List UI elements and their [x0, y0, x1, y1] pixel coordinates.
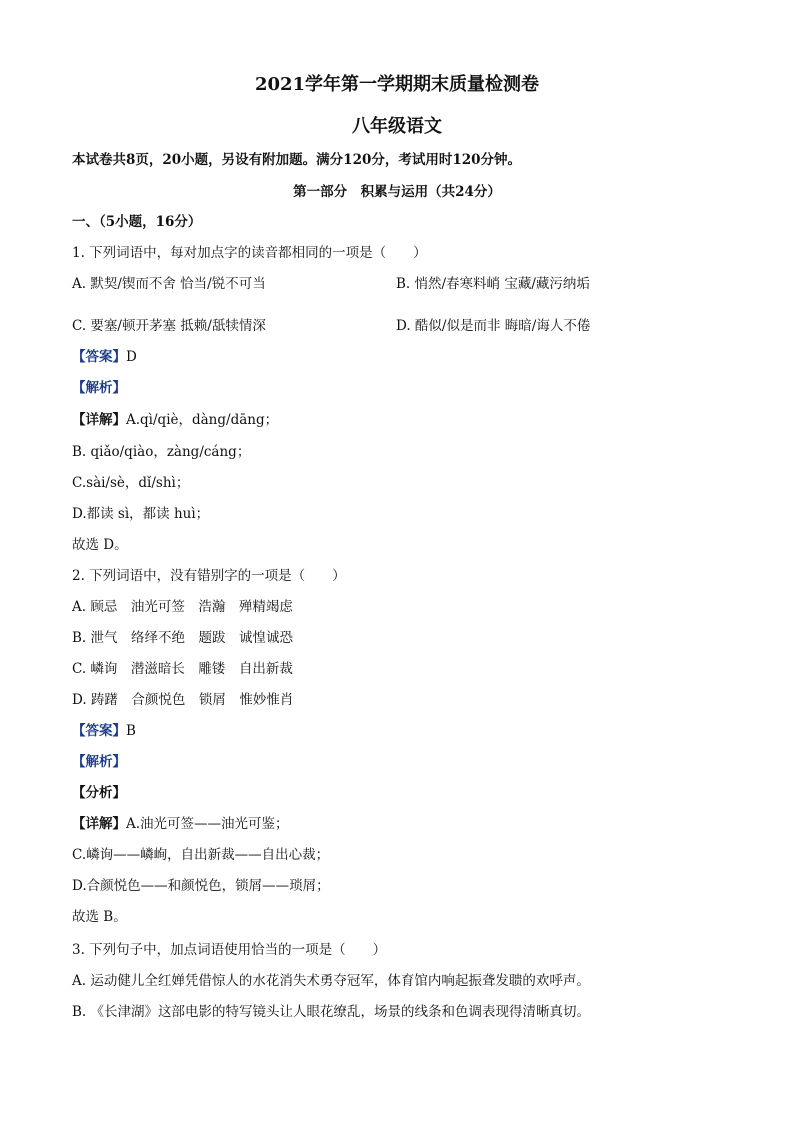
- answer-tag: 【答案】: [72, 723, 126, 739]
- q1-option-d: D. 酷似/似是而非 晦暗/诲人不倦: [396, 318, 591, 334]
- analyze-tag: 【分析】: [72, 785, 126, 801]
- q2-stem: 2. 下列词语中，没有错别字的一项是（ ）: [72, 568, 346, 584]
- q2-option-a: A. 顾忌 油光可签 浩瀚 殚精竭虑: [72, 599, 293, 615]
- answer-tag: 【答案】: [72, 349, 126, 365]
- q2-conclusion: 故选 B。: [72, 909, 127, 925]
- page-title: 2021学年第一学期期末质量检测卷: [254, 74, 540, 95]
- exam-instructions: 本试卷共8页，20小题，另设有附加题。满分120分，考试用时120分钟。: [72, 152, 522, 168]
- q2-detail-1: [72, 814, 289, 834]
- q2-answer: [72, 721, 136, 741]
- q1-conclusion: 故选 D。: [72, 537, 128, 553]
- q1-detail-3: C.sài/sè，dǐ/shì；: [72, 475, 190, 491]
- q1-option-a: A. 默契/锲而不舍 恰当/锐不可当: [72, 276, 266, 292]
- q1-detail-4: D.都读 sì，都读 huì；: [72, 506, 210, 522]
- q1-detail-1: [72, 410, 278, 430]
- section-heading: 一、（5小题，16分）: [72, 214, 202, 230]
- q1-options-row1: [72, 274, 590, 294]
- q2-detail-2: C.嶙询——嶙峋，自出新裁——自出心裁；: [72, 847, 330, 863]
- part-heading: 第一部分 积累与运用（共24分）: [293, 184, 501, 200]
- analysis-tag: 【解析】: [72, 754, 126, 770]
- q3-stem: 3. 下列句子中，加点词语使用恰当的一项是（ ）: [72, 942, 387, 958]
- q2-option-d: D. 踌躇 合颜悦色 锁屑 惟妙惟肖: [72, 692, 294, 708]
- q2-answer-value: B: [126, 723, 136, 739]
- analysis-tag: 【解析】: [72, 380, 126, 396]
- q2-detail-3: D.合颜悦色——和颜悦色，锁屑——琐屑；: [72, 878, 330, 894]
- q1-detail-2: B. qiǎo/qiào，zàng/cáng；: [72, 444, 251, 460]
- detail-tag: 【详解】: [72, 816, 126, 832]
- detail-tag: 【详解】: [72, 412, 126, 428]
- q2-detail-text-1: A.油光可签——油光可鉴；: [126, 816, 289, 832]
- q1-analysis-tag: [72, 378, 126, 398]
- q3-option-b: B. 《长津湖》这部电影的特写镜头让人眼花缭乱，场景的线条和色调表现得清晰真切。: [72, 1004, 591, 1020]
- q1-option-c: C. 要塞/顿开茅塞 抵赖/舐犊情深: [72, 318, 266, 334]
- q2-option-c: C. 嶙询 潜滋暗长 雕镂 自出新裁: [72, 661, 293, 677]
- q1-option-b: B. 悄然/春寒料峭 宝藏/藏污纳垢: [396, 276, 590, 292]
- q1-detail-text-1: A.qì/qiè，dàng/dāng；: [126, 412, 279, 428]
- q2-analyze-tag: [72, 783, 126, 803]
- page-subtitle: 八年级语文: [352, 116, 442, 137]
- q3-option-a: A. 运动健儿全红婵凭借惊人的水花消失术勇夺冠军，体育馆内响起振聋发聩的欢呼声。: [72, 973, 590, 989]
- q2-analysis-tag: [72, 752, 126, 772]
- q1-answer-value: D: [126, 349, 137, 365]
- q1-options-row2: [72, 316, 591, 336]
- q1-answer: [72, 347, 137, 367]
- q1-stem: 1. 下列词语中，每对加点字的读音都相同的一项是（ ）: [72, 245, 427, 261]
- q2-option-b: B. 泄气 络绎不绝 题跋 诚惶诚恐: [72, 630, 294, 646]
